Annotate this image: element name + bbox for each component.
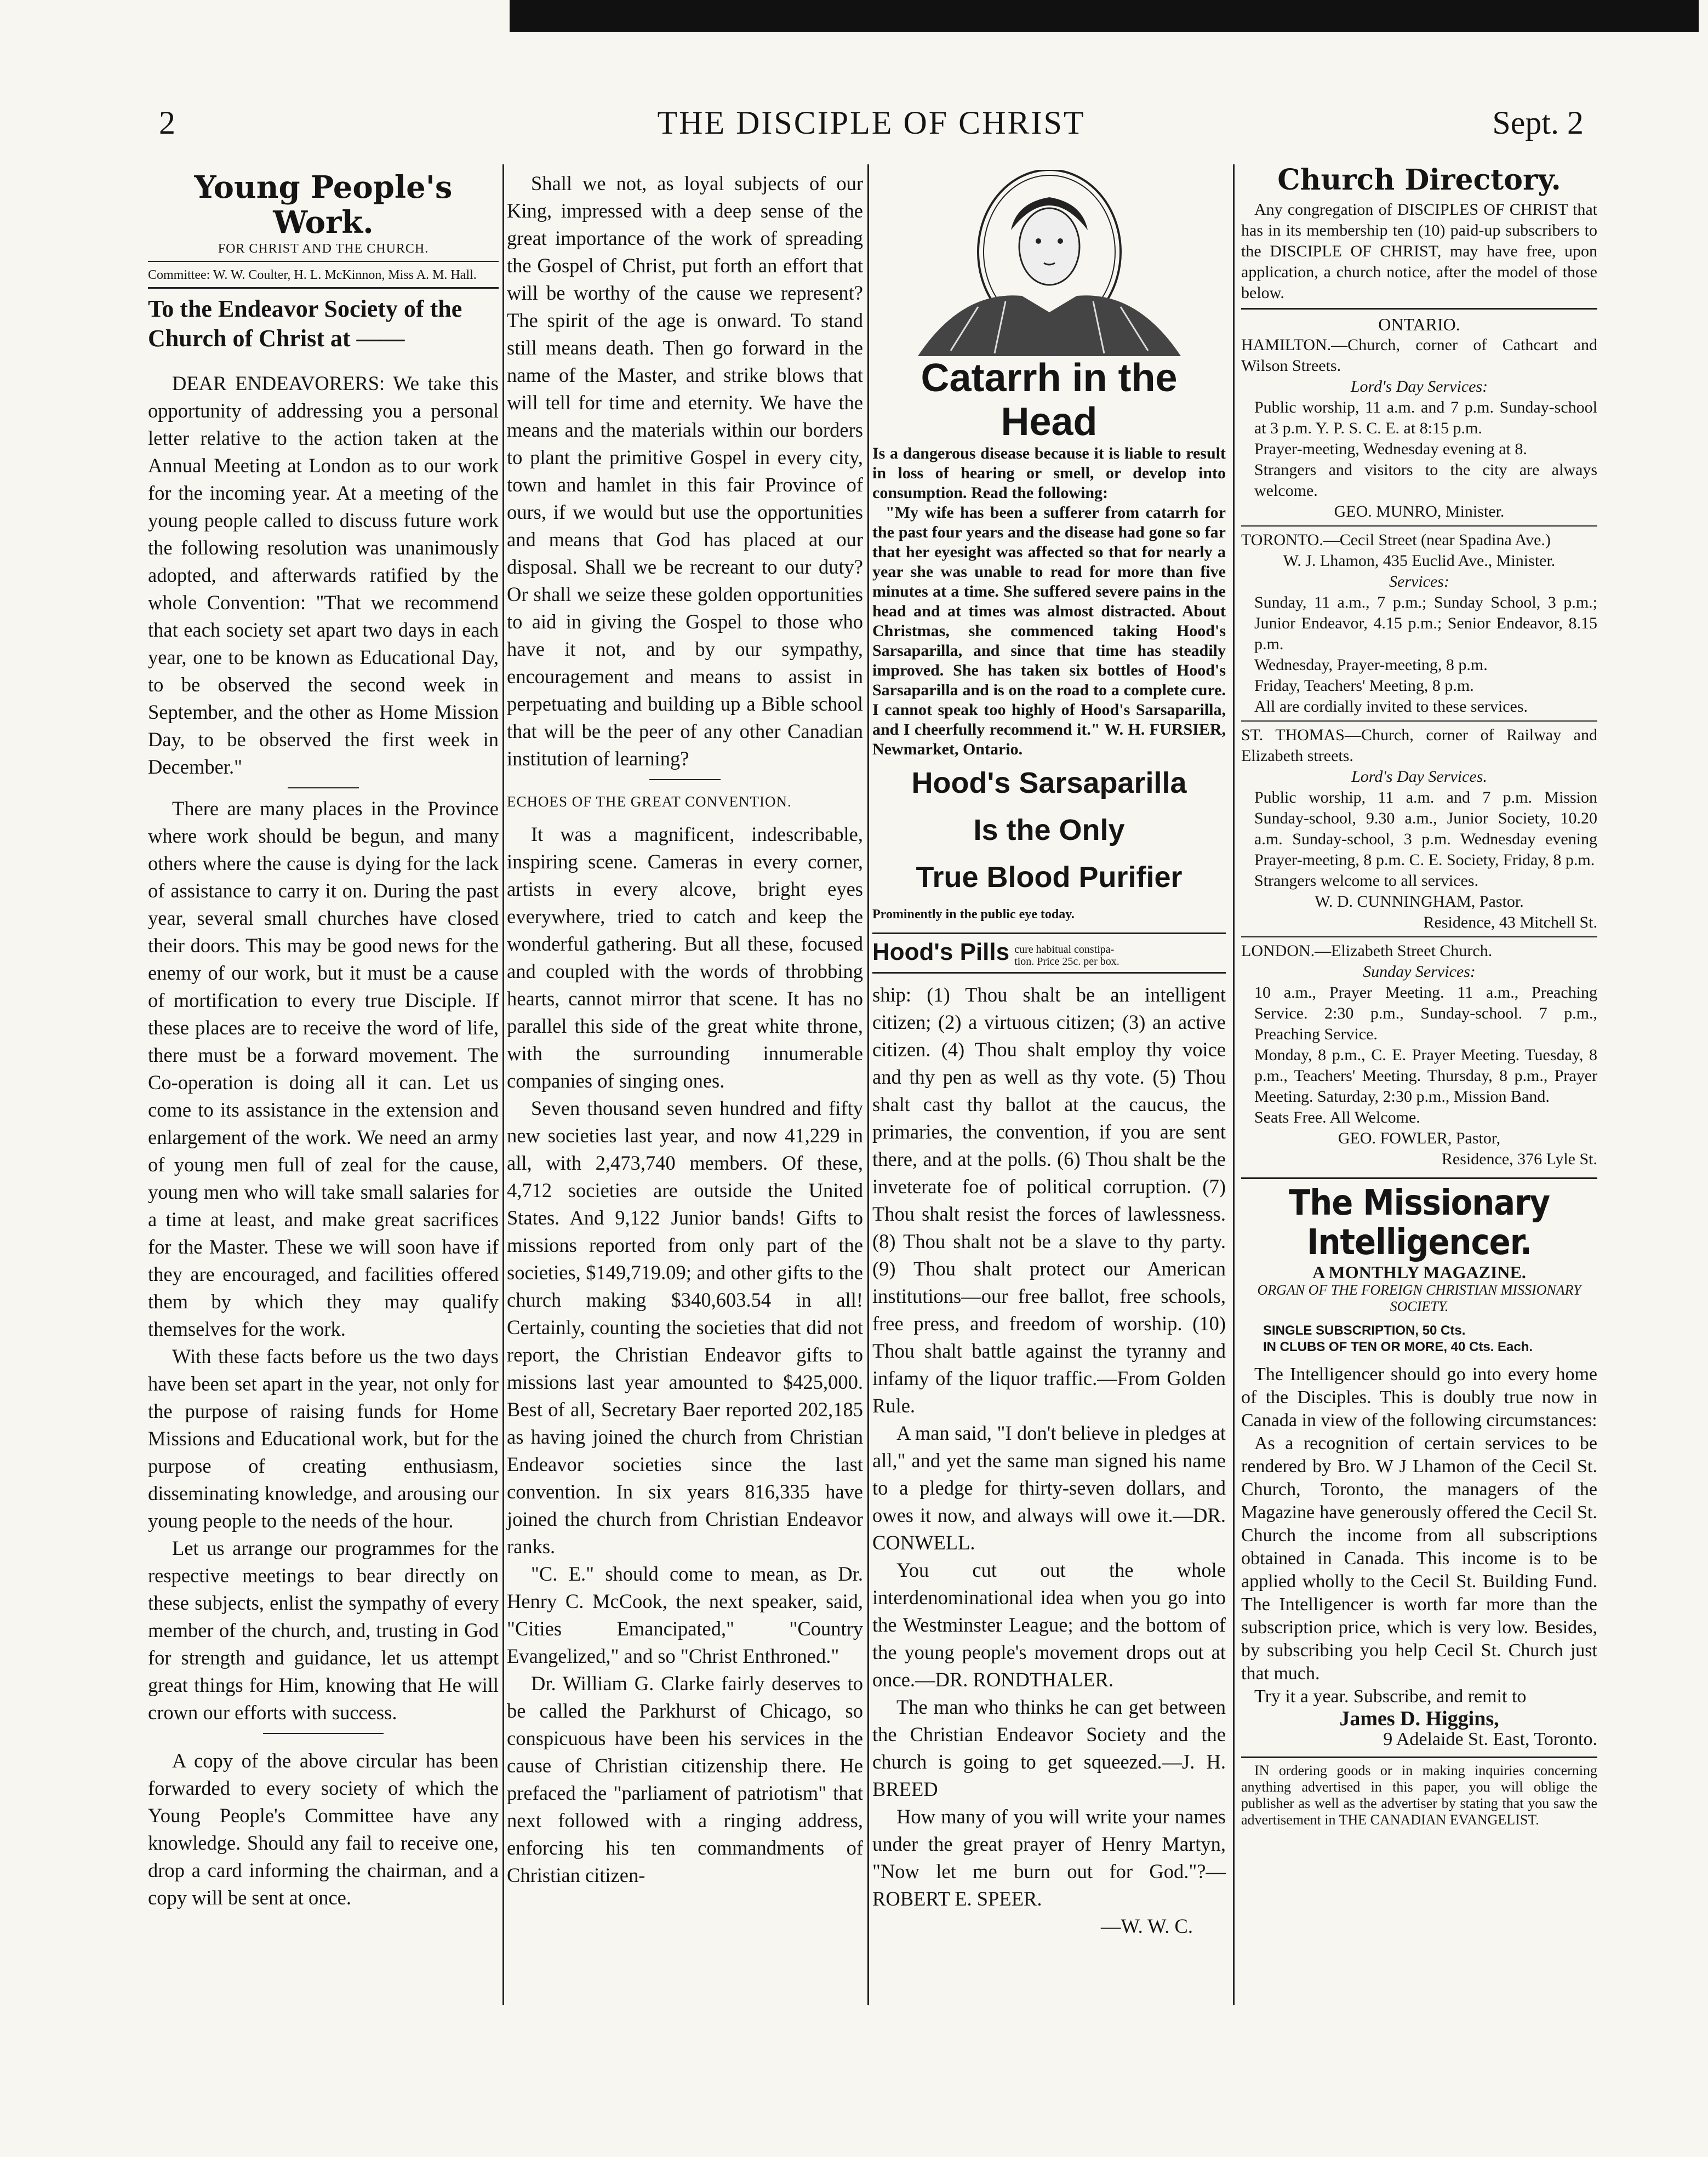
services-label: Services:	[1389, 573, 1449, 591]
ad-product-name: Hood's Sarsaparilla	[911, 766, 1187, 799]
divider	[1241, 936, 1597, 937]
minister-name: W. J. Lhamon, 435 Euclid Ave., Minister.	[1283, 552, 1556, 570]
ad-headline: Catarrh in the Head	[921, 356, 1178, 444]
divider	[148, 287, 499, 289]
services-label: Lord's Day Services.	[1351, 768, 1487, 786]
echoes-heading: ECHOES OF THE GREAT CONVENTION.	[507, 793, 792, 810]
service-line: Wednesday, Prayer-meeting, 8 p.m.	[1254, 656, 1488, 674]
divider	[872, 932, 1226, 934]
short-divider	[649, 779, 721, 780]
page-number: 2	[159, 105, 175, 141]
paragraph: DEAR ENDEAVORERS: We take this opportunity of addressing you a personal letter relative to the action taken at the Annual Meeting at London as to our work for the incoming year. At a meeting of the young people called to discuss future work the following resolution was unanimously adopted, and afterwards ratified by the whole Convention: "That we recommend that each society set apart two days in each year, one to be known as Educational Day, to be observed the second week in September, and the other as Home Mission Day, to be observed the first week in December."	[148, 372, 499, 778]
masthead	[159, 104, 1584, 153]
committee-names: Committee: W. W. Coulter, H. L. McKinnon, Miss A. M. Hall.	[148, 268, 477, 282]
paragraph: As a recognition of certain services to be rendered by Bro. W J Lhamon of the Cecil St. Church, Toronto, the managers of the Magazine have generously offered the Cecil St. Church the income from all subscriptions obtained in Canada. This income is to be applied wholly to the Cecil St. Building Fund. The Intelligencer is worth far more than the subscription price, which is very low. Besides, by subscribing you help Cecil St. Church just that much.	[1241, 1433, 1597, 1684]
church-heading: LONDON.—Elizabeth Street Church.	[1241, 942, 1493, 960]
letter-heading: To the Endeavor Society of the Church of Christ at ——	[148, 295, 462, 352]
divider	[1241, 720, 1597, 722]
church-heading: TORONTO.—Cecil Street (near Spadina Ave.)	[1241, 531, 1551, 549]
paragraph: Try it a year. Subscribe, and remit to	[1254, 1686, 1527, 1707]
divider	[148, 261, 499, 262]
paragraph: Shall we not, as loyal subjects of our King, impressed with a deep sense of the great importance of the work of spreading the Gospel of Christ, put forth an effort that will be worthy of the cause we represent? The spirit of the age is onward. To stand still means death. Then go forward in the name of the Master, and strike blows that will tell for time and eternity. We have the means and the materials within our borders to plant the primitive Gospel in every city, town and hamlet in this fair Province of ours, if we would but use the opportunities and means that God has placed at our disposal. Shall we be recreant to our duty? Or shall we seize these golden opportunities to aid in giving the Gospel to those who have it not, and by our sympathy, encouragement and means to assist in perpetuating and building up a Bible school that will be the peer of any other Canadian institution of learning?	[507, 172, 863, 770]
service-line: Public worship, 11 a.m. and 7 p.m. Mission Sunday-school, 9.30 a.m., Junior Society, 10.20 a.m. Sunday-school, 3 p.m. Wednesday evening Prayer-meeting, 8 p.m. C. E. Society, Friday, 8 p.m.	[1254, 788, 1597, 869]
pastor-name: W. D. CUNNINGHAM, Pastor.	[1315, 892, 1524, 911]
pills-ad	[872, 939, 1226, 968]
paragraph: The man who thinks he can get between the Christian Endeavor Society and the church is going to get squeezed.—J. H. BREED	[872, 1695, 1226, 1800]
ad-body	[872, 444, 1226, 759]
short-divider	[288, 787, 359, 788]
service-line: Monday, 8 p.m., C. E. Prayer Meeting. Tuesday, 8 p.m., Teachers' Meeting. Thursday, 8 p.m., Prayer Meeting. Saturday, 2:30 p.m., Mission Band.	[1254, 1046, 1597, 1106]
pastor-residence: Residence, 376 Lyle St.	[1441, 1150, 1597, 1168]
divider	[1241, 1757, 1597, 1758]
divider	[872, 972, 1226, 974]
portrait-illustration	[885, 170, 1214, 356]
column-rule-2	[867, 164, 869, 2005]
magazine-title: The Missionary Intelligencer.	[1288, 1183, 1550, 1263]
paragraph: The Intelligencer should go into every home of the Disciples. This is doubly true now in Canada in view of the following circumstances:	[1241, 1364, 1597, 1431]
pastor-name: GEO. FOWLER, Pastor,	[1338, 1129, 1501, 1147]
section-motto: FOR CHRIST AND THE CHURCH.	[218, 242, 429, 256]
service-line: Strangers welcome to all services.	[1254, 872, 1479, 890]
paragraph: Dr. William G. Clarke fairly deserves to be called the Parkhurst of Chicago, so conspicuous have been his services in the cause of Christian citizenship there. He prefaced the "parliament of patriotism" that next followed with a ringing address, enforcing his ten commandments of Christian citizen-	[507, 1672, 863, 1886]
price-single: SINGLE SUBSCRIPTION, 50 Cts.	[1263, 1323, 1466, 1338]
service-line: Seats Free. All Welcome.	[1254, 1108, 1420, 1126]
pastor-residence: Residence, 43 Mitchell St.	[1423, 913, 1597, 931]
paragraph: "C. E." should come to mean, as Dr. Henry C. McCook, the next speaker, said, "Cities Emancipated," "Country Evangelized," and so "Christ Enthroned."	[507, 1563, 863, 1667]
signature: —W. W. C.	[1100, 1914, 1193, 1937]
service-line: Prayer-meeting, Wednesday evening at 8.	[1254, 440, 1527, 458]
agent-address: 9 Adelaide St. East, Toronto.	[1383, 1729, 1597, 1749]
advertising-notice: IN ordering goods or in making inquiries concerning anything advertised in this paper, you will oblige the publisher as well as the advertiser by stating that you saw the advertisement in THE CANADIAN EVANGELIST.	[1241, 1763, 1597, 1828]
services-label: Lord's Day Services:	[1350, 377, 1488, 396]
pills-note-line-1: cure habitual constipa-	[1014, 943, 1115, 956]
province-heading: ONTARIO.	[1378, 314, 1460, 334]
service-line: 10 a.m., Prayer Meeting. 11 a.m., Preaching Service. 2:30 p.m., Sunday-school. 7 p.m., Preaching Service.	[1254, 983, 1597, 1043]
paragraph: Let us arrange our programmes for the respective meetings to bear directly on these subjects, enlist the sympathy of every member of the church, and, trusting in God for strength and guidance, let us attempt great things for Him, knowing that He will crown our efforts with success.	[148, 1537, 499, 1724]
issue-date: Sept. 2	[1492, 105, 1584, 141]
paragraph: Seven thousand seven hundred and fifty new societies last year, and now 41,229 in all, with 2,473,740 members. Of these, 4,712 societies are outside the United States. And 9,122 Junior bands! Gifts to missions reported from only part of the societies, $149,719.09; and other gifts to the church making $340,603.54 in all! Certainly, counting the societies that did not report, the Christian Endeavor gifts to missions last year amounted to $425,000. Best of all, Secretary Baer reported 202,185 as having joined the church from Christian Endeavor societies since the last convention. In six years 816,335 have joined the church from Christian Endeavor ranks.	[507, 1097, 863, 1558]
ad-testimonial: "My wife has been a sufferer from catarrh for the past four years and the disease had gone so far that her eyesight was affected so that for nearly a year she was unable to read for more than five minutes at a time. She suffered severe pains in the head and at times was almost distracted. About Christmas, she commenced taking Hood's Sarsaparilla, and since that time has steadily improved. She has taken six bottles of Hood's Sarsaparilla and is on the road to a complete cure. I cannot speak too highly of Hood's Sarsaparilla, and I cheerfully recommend it." W. H. FURSIER, Newmarket, Ontario.	[872, 504, 1226, 758]
divider	[1241, 308, 1597, 310]
paragraph: A copy of the above circular has been forwarded to every society of which the Young People's Committee have any knowledge. Should any fail to receive one, drop a card informing the chairman, and a copy will be sent at once.	[148, 1749, 499, 1909]
divider	[1241, 525, 1597, 527]
paragraph: It was a magnificent, indescribable, inspiring scene. Cameras in every corner, artists in every alcove, bright eyes everywhere, tried to catch and keep the wonderful gathering. But all these, focused and coupled with the words of throbbing hearts, cannot mirror that scene. It has no parallel this side of the great white throne, with the surrounding innumerable companies of singing ones.	[507, 823, 863, 1092]
service-line: Friday, Teachers' Meeting, 8 p.m.	[1254, 677, 1474, 695]
ad-tagline: Is the Only	[973, 814, 1125, 846]
ad-intro: Is a dangerous disease because it is liable to result in loss of hearing or smell, or develop into consumption. Read the following:	[872, 444, 1226, 502]
section-title: Young People's Work.	[194, 169, 453, 241]
services-label: Sunday Services:	[1363, 963, 1476, 981]
column-young-peoples-work	[148, 170, 499, 1912]
minister-name: GEO. MUNRO, Minister.	[1334, 502, 1505, 520]
column-rule-3	[1233, 164, 1235, 2005]
column-church-directory	[1241, 163, 1597, 1828]
agent-name: James D. Higgins,	[1339, 1707, 1499, 1730]
pills-name: Hood's Pills	[872, 939, 1010, 965]
magazine-subtitle: A MONTHLY MAGAZINE.	[1312, 1262, 1526, 1282]
church-heading: HAMILTON.—Church, corner of Cathcart and Wilson Streets.	[1241, 336, 1597, 375]
service-line: All are cordially invited to these services.	[1254, 697, 1528, 716]
church-hamilton	[1241, 335, 1597, 522]
service-line: Sunday, 11 a.m., 7 p.m.; Sunday School, 3 p.m.; Junior Endeavor, 4.15 p.m.; Senior Endeavor, 8.15 p.m.	[1254, 593, 1597, 653]
paragraph: ship: (1) Thou shalt be an intelligent citizen; (2) a virtuous citizen; (3) an active citizen. (4) Thou shalt employ thy voice and thy pen as well as thy vote. (5) Thou shalt cast thy ballot at the caucus, the primaries, the convention, if you are sent there, and at the polls. (6) Thou shalt be the inveterate foe of political corruption. (7) Thou shalt resist the forces of lawlessness. (8) Thou shalt not be a slave to thy party. (9) Thou shalt protect our American institutions—our free ballot, free schools, free press, and freedom of worship. (10) Thou shalt battle against the tyranny and infamy of the liquor traffic.—From Golden Rule.	[872, 983, 1226, 1417]
directory-title: Church Directory.	[1277, 163, 1561, 197]
missionary-intelligencer-ad	[1241, 1183, 1597, 1750]
directory-intro: Any congregation of DISCIPLES OF CHRIST that has in its membership ten (10) paid-up subscribers to the DISCIPLE OF CHRIST, may have free, upon application, a church notice, after the model of those below.	[1241, 201, 1597, 302]
service-line: Strangers and visitors to the city are always welcome.	[1254, 461, 1597, 500]
church-london	[1241, 941, 1597, 1170]
magazine-organ: ORGAN OF THE FOREIGN CHRISTIAN MISSIONARY SOCIETY.	[1257, 1282, 1581, 1314]
pills-note	[1014, 943, 1119, 968]
paragraph: With these facts before us the two days have been set apart in the year, not only for the purpose of raising funds for Home Missions and Educational work, but for the purpose of creating enthusiasm, disseminating knowledge, and arousing our young people to the needs of the hour.	[148, 1345, 499, 1532]
pills-note-line-2: tion. Price 25c. per box.	[1014, 955, 1119, 968]
service-line: Public worship, 11 a.m. and 7 p.m. Sunday-school at 3 p.m. Y. P. S. C. E. at 8:15 p.m.	[1254, 398, 1597, 437]
church-toronto	[1241, 530, 1597, 717]
ad-tagline-2: True Blood Purifier	[916, 861, 1183, 894]
top-border-bar	[510, 0, 1699, 32]
paragraph: There are many places in the Province where work should be begun, and many others where the cause is dying for the lack of assistance to carry it on. During the past year, several small churches have closed their doors. This may be good news for the enemy of our work, but it must be a cause of mortification to every true Disciple. If these places are to receive the word of life, there must be a forward movement. The Co-operation is doing all it can. Let us come to its assistance in the extension and enlargement of the work. We need an army of young men full of zeal for the cause, young men who will take small salaries for a time at least, and make great sacrifices for the Master. These we will soon have if they are encouraged, and facilities offered them by which they may qualify themselves for the work.	[148, 797, 499, 1340]
paragraph: A man said, "I don't believe in pledges at all," and yet the same man signed his name to a pledge for thirty-seven dollars, and owes it now, and always will owe it.—DR. CONWELL.	[872, 1421, 1226, 1554]
paragraph: How many of you will write your names under the great prayer of Henry Martyn, "Now let me burn out for God."?—ROBERT E. SPEER.	[872, 1805, 1226, 1910]
newspaper-title: THE DISCIPLE OF CHRIST	[657, 105, 1086, 141]
column-rule-1	[502, 164, 504, 2005]
column-advertisement	[872, 170, 1226, 1940]
column-convention	[507, 170, 863, 1889]
ad-footnote: Prominently in the public eye today.	[872, 907, 1075, 922]
paragraph: You cut out the whole interdenominational idea when you go into the Westminster League; and the bottom of the young people's movement drops out at once.—DR. RONDTHALER.	[872, 1558, 1226, 1691]
divider	[1241, 1177, 1597, 1179]
church-st-thomas	[1241, 725, 1597, 933]
short-divider	[263, 1733, 384, 1734]
price-club: IN CLUBS OF TEN OR MORE, 40 Cts. Each.	[1263, 1340, 1533, 1354]
church-heading: ST. THOMAS—Church, corner of Railway and Elizabeth streets.	[1241, 726, 1597, 765]
